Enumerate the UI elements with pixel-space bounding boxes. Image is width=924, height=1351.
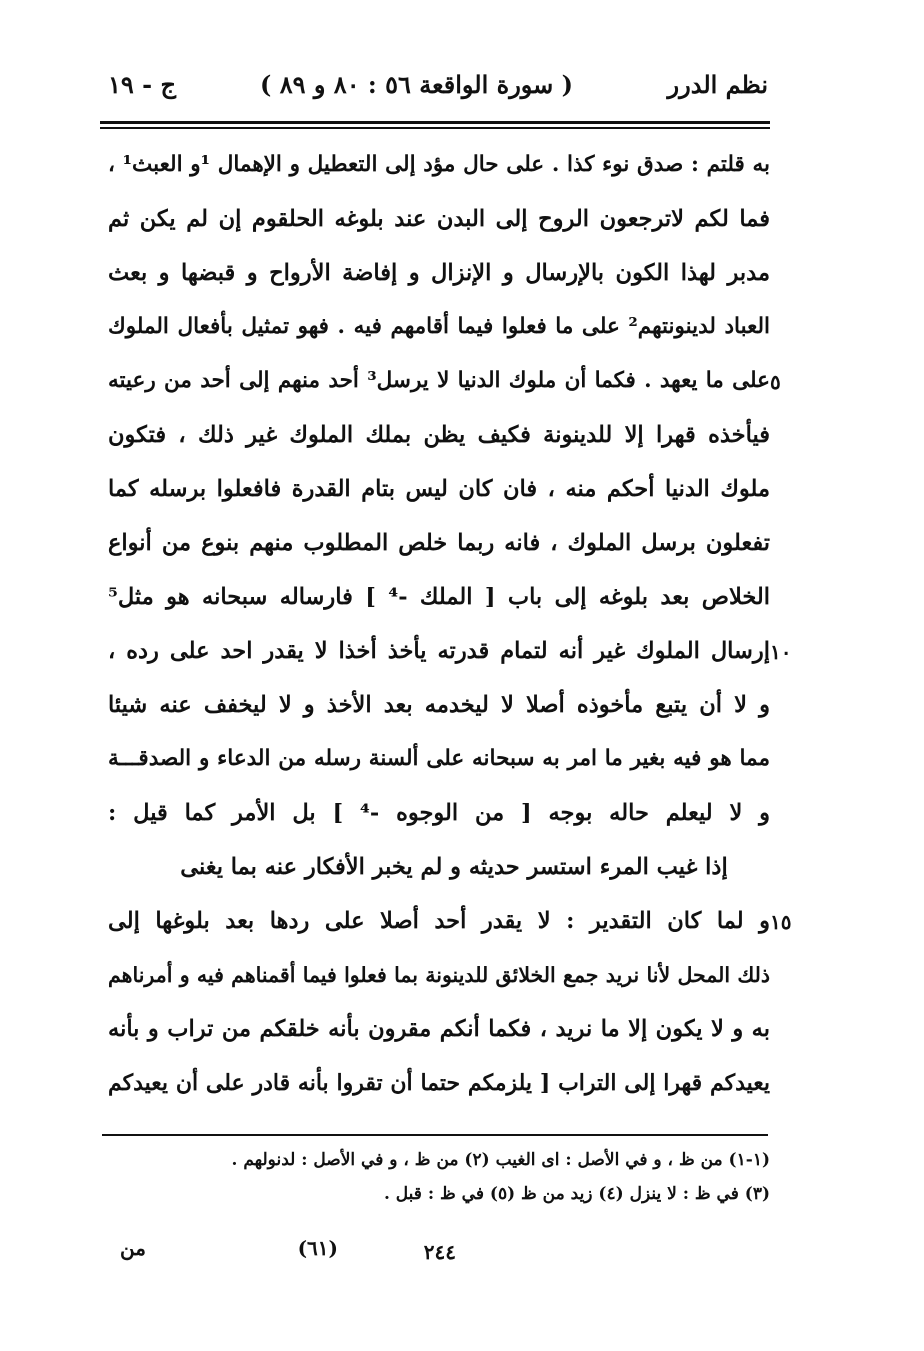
text-line: و لا أن يتبع مأخوذه أصلا لا ليخدمه بعد الأخذ و لا ليخفف عنه شيئا bbox=[108, 692, 770, 718]
text-line: إرسال الملوك غير أنه لتمام قدرته يأخذ أخذا لا يقدر احد على رده ، bbox=[108, 638, 770, 664]
text-line: فيأخذه قهرا إلا للدينونة فكيف يظن بملك الملوك غير ذلك ، فتكون bbox=[108, 422, 770, 448]
page-footer bbox=[100, 1232, 768, 1272]
text-line: مما هو فيه بغير ما امر به سبحانه على ألسنة رسله من الدعاء و الصدقـــة bbox=[108, 746, 770, 771]
text-line: العباد لدينونتهم² على ما فعلوا فيما أقامهم فيه . فهو تمثيل بأفعال الملوك bbox=[108, 314, 770, 339]
footnotes bbox=[110, 1146, 770, 1214]
line-number: ١٥ bbox=[770, 910, 792, 934]
text-line: ملوك الدنيا أحكم منه ، فان كان ليس بتام القدرة فافعلوا برسله كما bbox=[108, 476, 770, 502]
text-line: الخلاص بعد بلوغه إلى باب [ الملك -⁴ ] فارساله سبحانه هو مثل⁵ bbox=[108, 584, 770, 610]
text-line: مدبر لهذا الكون بالإرسال و الإنزال و إفاضة الأرواح و قبضها و بعث bbox=[108, 260, 770, 286]
running-header bbox=[100, 62, 768, 112]
line-number: ٥ bbox=[770, 370, 781, 394]
signature-mark: (٦١) bbox=[297, 1236, 338, 1260]
text-line: يعيدكم قهرا إلى التراب [ يلزمكم حتما أن تقروا بأنه قادر على أن يعيدكم bbox=[108, 1070, 770, 1096]
text-line: به قلتم : صدق نوء كذا . على حال مؤد إلى التعطيل و الإهمال ¹و العبث¹ ، bbox=[108, 152, 770, 177]
book-title: نظم الدرر bbox=[667, 70, 768, 99]
main-text bbox=[108, 140, 770, 1112]
text-line: به و لا يكون إلا ما نريد ، فكما أنكم مقرون بأنه خلقكم من تراب و بأنه bbox=[108, 1016, 770, 1042]
text-line: ذلك المحل لأنا نريد جمع الخلائق للدينونة بما فعلوا فيما أقمناهم فيه و أمرناهم bbox=[108, 963, 770, 987]
text-line: و لا ليعلم حاله بوجه [ من الوجوه -⁴ ] بل الأمر كما قيل : bbox=[108, 800, 770, 826]
volume-number: ج - ١٩ bbox=[108, 70, 176, 99]
verse-line: إذا غيب المرء استسر حديثه و لم يخبر الأفكار عنه بما يغنى bbox=[180, 854, 728, 880]
header-rule-thin bbox=[100, 127, 770, 129]
header-rule-thick bbox=[100, 121, 770, 124]
text-line: على ما يعهد . فكما أن ملوك الدنيا لا يرسل³ أحد منهم إلى أحد من رعيته bbox=[108, 368, 770, 393]
text-line: و لما كان التقدير : لا يقدر أحد أصلا على ردها بعد بلوغها إلى bbox=[108, 908, 770, 934]
footnote-line: (٣) في ظ : لا ينزل (٤) زيد من ظ (٥) في ظ : قبل . bbox=[383, 1184, 770, 1204]
footnote-rule bbox=[102, 1134, 768, 1136]
text-line: تفعلون برسل الملوك ، فانه ربما خلص المطلوب منهم بنوع من أنواع bbox=[108, 530, 770, 556]
text-line: فما لكم لاترجعون الروح إلى البدن عند بلوغه الحلقوم إن لم يكن ثم bbox=[108, 206, 770, 232]
page-number: ٢٤٤ bbox=[423, 1240, 456, 1264]
surah-reference: ( سورة الواقعة ٥٦ : ٨٠ و ٨٩ ) bbox=[259, 70, 573, 99]
catchword: من bbox=[120, 1236, 146, 1260]
line-number: ١٠ bbox=[770, 640, 792, 664]
footnote-line: (١-١) من ظ ، و في الأصل : اى الغيب (٢) من ظ ، و في الأصل : لدنولهم . bbox=[231, 1150, 770, 1170]
